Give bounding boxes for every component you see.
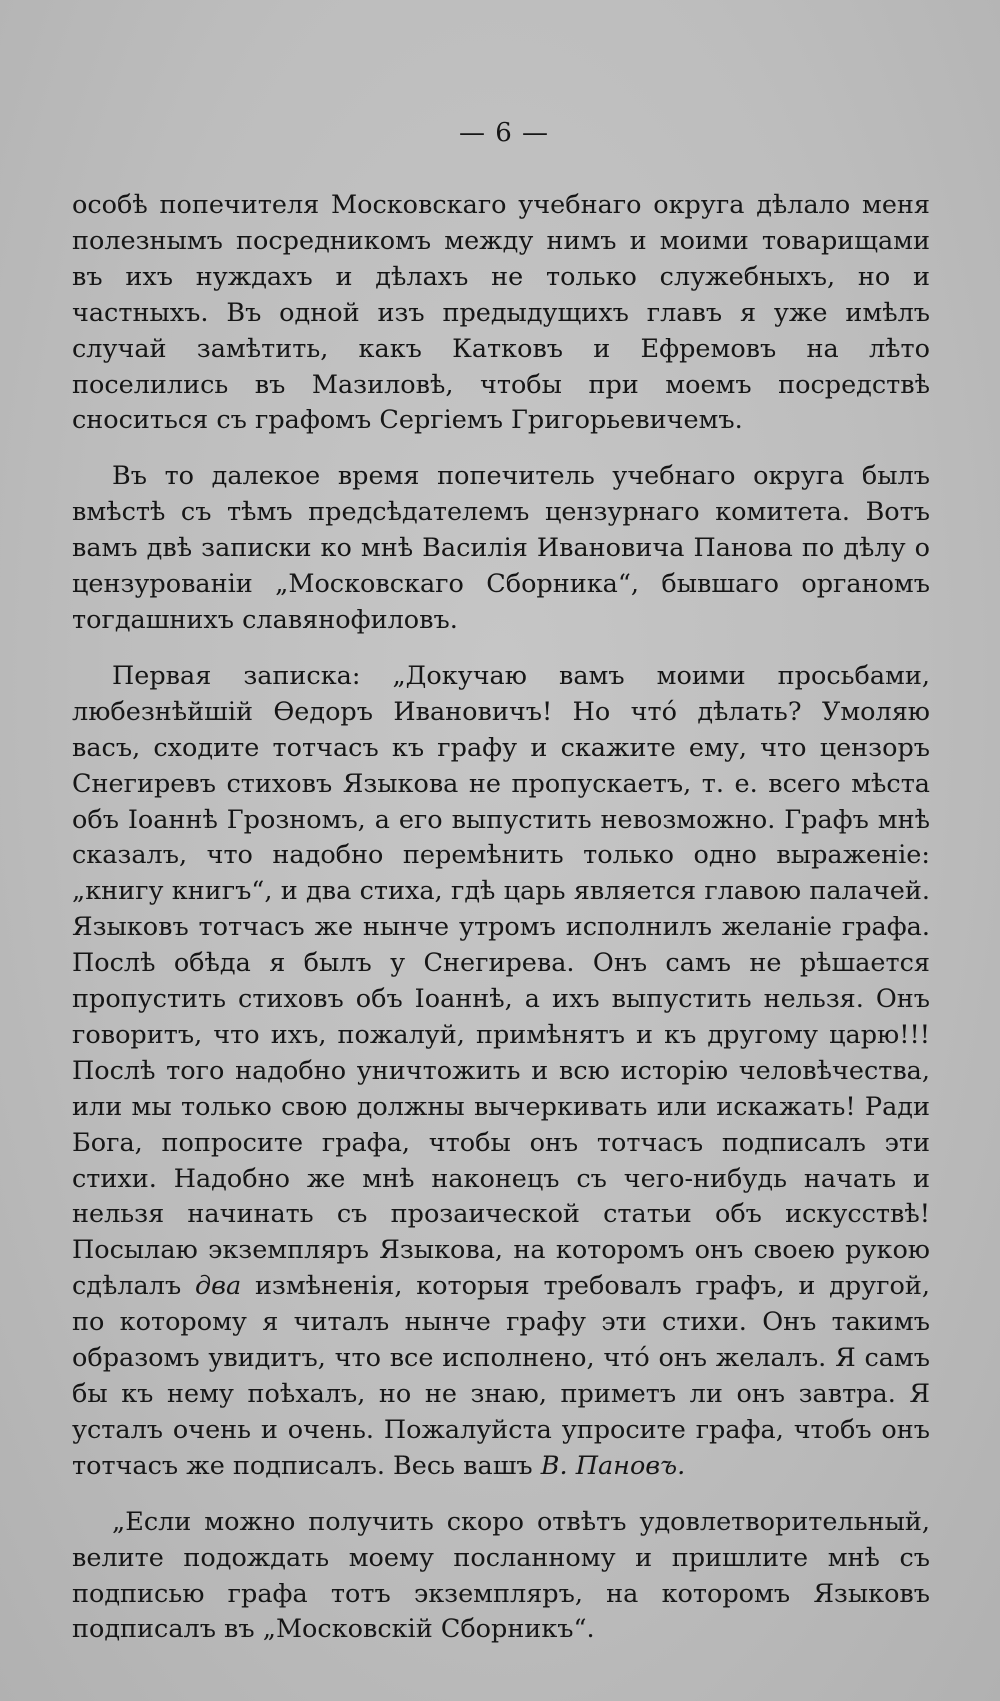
- letter-text-part-2: измѣненія, которыя требовалъ графъ, и другой, по которому я читалъ нынче графу эти стихи. Онъ такимъ образомъ увидитъ, что все исполнено, чтó онъ желалъ. Я самъ бы къ нему поѣхалъ, но не знаю, приметъ ли онъ завтра. Я усталъ очень и очень. Пожалуйста упросите графа, чтобъ онъ тотчасъ же подписалъ. Весь вашъ: [72, 1271, 930, 1481]
- paragraph-4: „Если можно получить скоро отвѣтъ удовлетворительный, велите подождать моему посланному и пришлите мнѣ съ подписью графа тотъ экземпляръ, на которомъ Языковъ подписалъ въ „Московскій Сборникъ“.: [72, 1506, 930, 1645]
- paragraph-1: особѣ попечителя Московскаго учебнаго округа дѣлало меня полезнымъ посредникомъ между нимъ и моими товарищами въ ихъ нуждахъ и дѣлахъ не только служебныхъ, но и частныхъ. Въ одной изъ предыдущихъ главъ я уже имѣлъ случай замѣтить, какъ Катковъ и Ефремовъ на лѣто поселились въ Мазиловѣ, чтобы при моемъ посредствѣ сноситься съ графомъ Сергіемъ Григорьевичемъ.: [72, 190, 930, 436]
- paragraph-2: Въ то далекое время попечитель учебнаго округа былъ вмѣстѣ съ тѣмъ предсѣдателемъ цензурнаго комитета. Вотъ вамъ двѣ записки ко мнѣ Василія Ивановича Панова по дѣлу о цензурованіи „Московскаго Сборника“, бывшаго органомъ тогдашнихъ славянофиловъ.: [72, 461, 930, 635]
- page-number: — 6 —: [458, 118, 550, 148]
- paragraph-3-letter: [72, 659, 930, 1485]
- letter-text-part-1: Первая записка: „Докучаю вамъ моими просьбами, любезнѣйшій Ѳедоръ Ивановичъ! Но чтó дѣлать? Умоляю васъ, сходите тотчасъ къ графу и скажите ему, что цензоръ Снегиревъ стиховъ Языкова не пропускаетъ, т. е. всего мѣста объ Іоаннѣ Грозномъ, а его выпустить невозможно. Графъ мнѣ сказалъ, что надобно перемѣнить только одно выраженіе: „книгу книгъ“, и два стиха, гдѣ царь является главою палачей. Языковъ тотчасъ же нынче утромъ исполнилъ желаніе графа. Послѣ обѣда я былъ у Снегирева. Онъ самъ не рѣшается пропустить стиховъ объ Іоаннѣ, а ихъ выпустить нельзя. Онъ говоритъ, что ихъ, пожалуй, примѣнятъ и къ другому царю!!! Послѣ того надобно уничтожить и всю исторію человѣчества, или мы только свою должны вычеркивать или искажать! Ради Бога, попросите графа, чтобы онъ тотчасъ подписалъ эти стихи. Надобно же мнѣ наконецъ съ чего-нибудь начать и нельзя начинать съ прозаической статьи объ искусствѣ! Посылаю экземпляръ Языкова, на которомъ онъ своею рукою сдѣлалъ: [72, 660, 930, 1302]
- italic-word: два: [194, 1271, 242, 1302]
- letter-signature: В. Пановъ.: [540, 1450, 686, 1481]
